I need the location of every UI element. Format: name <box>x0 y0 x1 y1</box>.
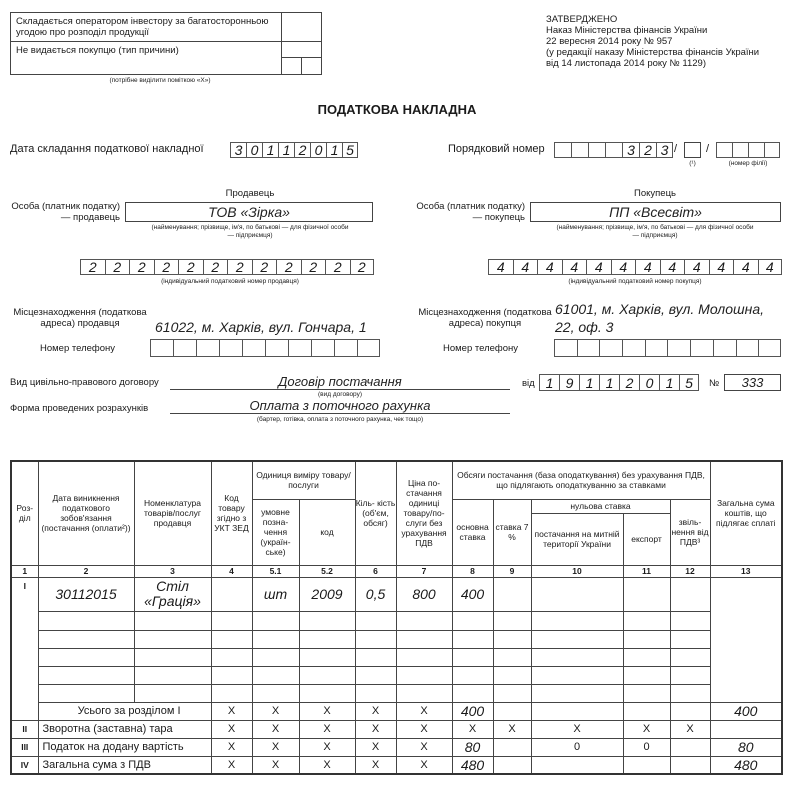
vat-sum: 80 <box>710 738 782 756</box>
th-zero-rate: нульова ставка <box>531 499 670 513</box>
th-unit: Одиниця виміру товару/послуги <box>252 461 355 499</box>
payment-label: Форма проведених розрахунків <box>10 403 149 414</box>
th-export: експорт <box>623 513 670 565</box>
order-cells: 3 2 3 <box>554 142 673 158</box>
seller-phone-cells <box>150 339 380 357</box>
contract-date-label: від <box>522 378 535 389</box>
payment-note: (бартер, готівка, оплата з поточного рахунка, чек тощо) <box>256 416 424 423</box>
order-sep-1: / <box>674 143 678 155</box>
order-sep-2: / <box>706 143 710 155</box>
th-total: Загальна сума коштів, що підлягає сплаті <box>710 461 782 565</box>
seller-name-note: (найменування; прізвище, ім'я, по батькові — для фізичної особи — підприємця) <box>151 224 349 239</box>
buyer-phone-label: Номер телефону <box>443 343 519 354</box>
row-price: 800 <box>396 577 452 611</box>
seller-ipn-cells: 2 2 2 2 2 2 2 2 2 2 2 2 <box>80 259 374 275</box>
section-4-label: Загальна сума з ПДВ <box>38 756 211 774</box>
branch-note: (номер філії) <box>728 160 768 167</box>
buyer-address-1: 61001, м. Харків, вул. Молошна, <box>555 301 764 317</box>
section-1-num: I <box>11 577 38 720</box>
row-code: 2009 <box>299 577 355 611</box>
th-customs: постачання на митній території України <box>531 513 623 565</box>
row-basic: 400 <box>452 577 493 611</box>
row-date: 30112015 <box>38 577 134 611</box>
total-1-label: Усього за розділом I <box>38 702 211 720</box>
seller-phone-label: Номер телефону <box>40 343 116 354</box>
seller-ipn-note: (індивідуальний податковий номер продавця) <box>161 278 299 285</box>
seller-name: ТОВ «Зірка» <box>208 204 290 220</box>
mark-note: (потрібне виділити поміткою «Х») <box>109 77 211 84</box>
total-section-1: Усього за розділом I X X X X X 400 400 <box>11 702 782 720</box>
contract-value: Договір постачання <box>278 374 402 389</box>
th-uktzed: Код товару згідно з УКТ ЗЕД <box>211 461 252 565</box>
row-qty: 0,5 <box>355 577 396 611</box>
section-3-label: Податок на додану вартість <box>38 738 211 756</box>
contract-number-box <box>724 374 781 391</box>
investor-label: Складається оператором інвестору за багатосторонньою угодою про розподіл продукції <box>16 16 269 38</box>
th-rate-7: ставка 7 % <box>493 499 531 565</box>
investor-box <box>10 12 322 75</box>
approved-title: ЗАТВЕРДЖЕНО <box>546 14 618 25</box>
date-cells: 3 0 1 1 2 0 1 5 <box>230 142 358 158</box>
buyer-name-box <box>530 202 781 222</box>
th-volumes: Обсяги постачання (база оподаткування) без урахування ПДВ, що підлягають оподаткуванню за ставками <box>452 461 710 499</box>
order-extra-cell <box>684 142 701 158</box>
th-unit-name: умовне позна- чення (україн- ське) <box>252 499 299 565</box>
buyer-heading: Покупець <box>634 188 676 199</box>
seller-heading: Продавець <box>225 188 275 199</box>
vat-basic: 80 <box>452 738 493 756</box>
date-label: Дата складання податкової накладної <box>10 143 204 155</box>
payment-value: Оплата з поточного рахунка <box>249 398 431 413</box>
buyer-name: ПП «Всесвіт» <box>609 204 702 220</box>
total-1-sum: 400 <box>710 702 782 720</box>
order-footnote: (¹) <box>689 160 696 167</box>
buyer-addr-label: Місцезнаходження (податкова адреса) покупця <box>418 307 552 329</box>
total-1-basic: 400 <box>452 702 493 720</box>
buyer-name-note: (найменування; прізвище, ім'я, по батькові — для фізичної особи — підприємця) <box>556 224 754 239</box>
section-2-row: II Зворотна (заставна) тара X X X X X Х Х X X X <box>11 720 782 738</box>
th-section: Роз- діл <box>11 461 38 565</box>
seller-addr-label: Місцезнаходження (податкова адреса) продавця <box>13 307 147 329</box>
row-name: Стіл «Грація» <box>134 577 211 611</box>
seller-address: 61022, м. Харків, вул. Гончара, 1 <box>155 319 367 335</box>
vat-customs: 0 <box>531 738 623 756</box>
contract-note: (вид договору) <box>317 391 363 398</box>
section-4-row: IV Загальна сума з ПДВ X X X X X 480 480 <box>11 756 782 774</box>
goods-table: Роз- діл Дата виникнення податкового зобов'язання (постачання (оплати²)) Номенклатура товарів/послуг продавця Код товару згідно з УКТ ЗЕД Одиниця виміру товару/послуги Кіль- кість (об'єм, обсяг) Ціна по- стачання одиниці товару/по- слуги без урахування ПДВ Обсяги постачання (база оподаткування) без урахування ПДВ, що підлягають оподаткуванню за ставками Загальна сума коштів, що підлягає сплаті умовне позна- чення (україн- ське) код основна ставка ставка 7 % нульова ставка звіль- нення від ПДВ³ постачання на митній території України експорт 1 2 3 4 5.1 5.2 6 7 8 9 10 11 12 13 I 30112015 Стіл «Грація» шт 2009 0,5 800 400 Усього за розділом I X X X X X 400 400 II Зворотна (заставна) тара X X X X X Х Х X X X III Податок на додану вартість X X X X X 80 0 0 80 IV Загальна сума з ПДВ X X X X X 480 480 <box>10 460 783 775</box>
order-label: Порядковий номер <box>448 143 545 155</box>
seller-person-label: Особа (платник податку) — продавець <box>11 201 120 223</box>
section-3-row: III Податок на додану вартість X X X X X 80 0 0 80 <box>11 738 782 756</box>
th-date: Дата виникнення податкового зобов'язання (постачання (оплати²)) <box>38 461 134 565</box>
grand-basic: 480 <box>452 756 493 774</box>
th-price: Ціна по- стачання одиниці товару/по- слуги без урахування ПДВ <box>396 461 452 565</box>
th-exempt: звіль- нення від ПДВ³ <box>670 499 710 565</box>
approved-block: ЗАТВЕРДЖЕНО Наказ Міністерства фінансів України 22 вересня 2014 року № 957 (у редакції наказу Міністерства фінансів України від 14 листопада 2014 року № 1129) <box>546 14 786 69</box>
seller-name-box <box>125 202 373 222</box>
buyer-ipn-note: (індивідуальний податковий номер покупця) <box>568 278 702 285</box>
buyer-ipn-cells: 4 4 4 4 4 4 4 4 4 4 4 4 <box>488 259 782 275</box>
section-2-label: Зворотна (заставна) тара <box>38 720 211 738</box>
contract-number: 333 <box>741 375 764 390</box>
th-quantity: Кіль- кість (об'єм, обсяг) <box>355 461 396 565</box>
table-row <box>11 577 782 611</box>
vat-export: 0 <box>623 738 670 756</box>
th-unit-code: код <box>299 499 355 565</box>
buyer-person-label: Особа (платник податку) — покупець <box>416 201 525 223</box>
buyer-address-2: 22, оф. 3 <box>555 319 614 335</box>
grand-total: 480 <box>710 756 782 774</box>
document-title: ПОДАТКОВА НАКЛАДНА <box>317 102 477 117</box>
branch-cells <box>716 142 780 158</box>
not-issued-label: Не видається покупцю (тип причини) <box>16 45 179 56</box>
contract-date-cells: 1 9 1 1 2 0 1 5 <box>539 374 699 391</box>
row-unit: шт <box>252 577 299 611</box>
th-basic-rate: основна ставка <box>452 499 493 565</box>
contract-label: Вид цивільно-правового договору <box>10 377 159 388</box>
th-nomenclature: Номенклатура товарів/послуг продавця <box>134 461 211 565</box>
contract-num-label: № <box>709 378 720 389</box>
buyer-phone-cells <box>554 339 781 357</box>
